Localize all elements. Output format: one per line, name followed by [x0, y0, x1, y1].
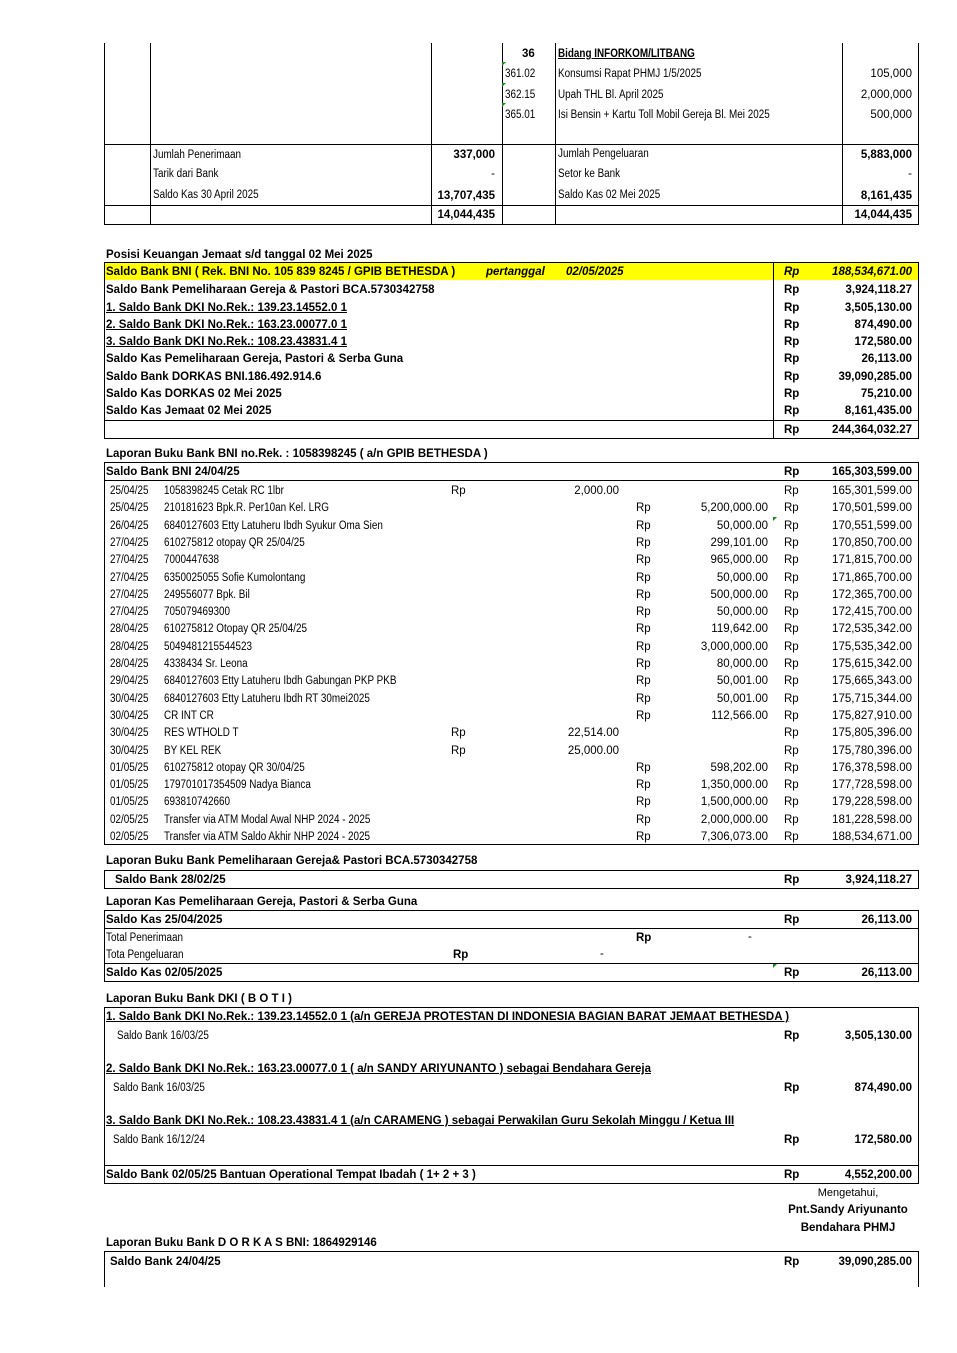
posisi-label: 1. Saldo Bank DKI No.Rek.: 139.23.14552.0 1: [106, 302, 347, 314]
row-credit: 3,000,000.00: [700, 641, 768, 653]
row-balance: 170,850,700.00: [832, 537, 912, 549]
row-date: 29/04/25: [110, 675, 149, 687]
bca-value: 3,924,118.27: [845, 874, 912, 886]
dki-sub-label: Saldo Bank 16/03/25: [117, 1030, 209, 1042]
opening-value: 165,303,599.00: [832, 466, 912, 478]
row-desc: 4338434 Sr. Leona: [164, 658, 248, 670]
dki-value: 3,505,130.00: [844, 1030, 912, 1042]
row-desc: CR INT CR: [164, 710, 214, 722]
summary-label: Jumlah Penerimaan: [153, 149, 241, 161]
row-credit: 50,000.00: [716, 572, 768, 584]
rp-label: Rp: [784, 371, 800, 383]
rp-label: Rp: [784, 388, 800, 400]
rp-label: Rp: [784, 266, 800, 278]
rp-label: Rp: [636, 762, 651, 774]
rp-label: Rp: [784, 1169, 800, 1181]
row-desc: 7000447638: [164, 554, 220, 566]
row-balance: 172,415,700.00: [832, 606, 912, 618]
rp-label: Rp: [451, 745, 466, 757]
row-debit: 25,000.00: [567, 745, 619, 757]
dki-sub-label: Saldo Bank 16/12/24: [113, 1134, 205, 1146]
posisi-value: 3,505,130.00: [844, 302, 912, 314]
total-left: 14,044,435: [437, 209, 495, 221]
kas-close-value: 26,113.00: [861, 967, 912, 979]
dorkas-label: Saldo Bank 24/04/25: [110, 1256, 221, 1268]
row-desc: 179701017354509 Nadya Bianca: [164, 779, 311, 791]
rp-label: Rp: [636, 693, 651, 705]
row-balance: 177,728,598.00: [832, 779, 912, 791]
row-credit: 80,000.00: [716, 658, 768, 670]
row-debit: 22,514.00: [567, 727, 619, 739]
posisi-label: Saldo Kas DORKAS 02 Mei 2025: [106, 388, 282, 400]
summary-label: Tarik dari Bank: [153, 168, 219, 180]
row-desc: Transfer via ATM Saldo Akhir NHP 2024 - 2025: [164, 831, 370, 843]
rp-label: Rp: [784, 967, 800, 979]
row-desc: 6350025055 Sofie Kumolontang: [164, 572, 306, 584]
rp-label: Rp: [784, 606, 799, 618]
rp-label: Rp: [784, 727, 799, 739]
rp-label: Rp: [784, 693, 799, 705]
row-desc: 705079469300: [164, 606, 231, 618]
rp-label: Rp: [784, 762, 799, 774]
row-credit: 598,202.00: [710, 762, 768, 774]
dki-account-header: 2. Saldo Bank DKI No.Rek.: 163.23.00077.0 1 ( a/n SANDY ARIYUNANTO ) sebagai Bendahara Gereja: [106, 1063, 651, 1075]
rp-label: Rp: [636, 814, 651, 826]
row-desc: 693810742660: [164, 796, 231, 808]
sign-line1: Mengetahui,: [817, 1187, 879, 1199]
dki-value: 874,490.00: [854, 1082, 912, 1094]
row-balance: 175,827,910.00: [832, 710, 912, 722]
rp-label: Rp: [784, 537, 799, 549]
rp-label: Rp: [784, 914, 800, 926]
kas-close-label: Saldo Kas 02/05/2025: [106, 967, 223, 979]
rp-label: Rp: [784, 874, 800, 886]
dorkas-value: 39,090,285.00: [838, 1256, 912, 1268]
row-credit: 50,001.00: [716, 693, 768, 705]
rp-label: Rp: [784, 675, 799, 687]
rp-label: Rp: [784, 1134, 800, 1146]
item-amount: 2,000,000: [860, 89, 912, 101]
row-desc: 5049481215544523: [164, 641, 253, 653]
item-desc: Isi Bensin + Kartu Toll Mobil Gereja Bl. Mei 2025: [558, 109, 770, 121]
rp-label: Rp: [784, 424, 800, 436]
highlight-label: Saldo Bank BNI ( Rek. BNI No. 105 839 8245 / GPIB BETHESDA ): [106, 266, 456, 278]
section-heading: Laporan Buku Bank D O R K A S BNI: 1864929146: [106, 1237, 377, 1249]
rp-label: Rp: [636, 779, 651, 791]
rp-label: Rp: [784, 831, 799, 843]
row-credit: 1,500,000.00: [700, 796, 768, 808]
row-balance: 175,715,344.00: [832, 693, 912, 705]
summary-label: Saldo Kas 02 Mei 2025: [558, 189, 661, 201]
posisi-label: Saldo Bank DORKAS BNI.186.492.914.6: [106, 371, 322, 383]
posisi-total: 244,364,032.27: [832, 424, 912, 436]
rp-label: Rp: [784, 353, 800, 365]
rp-label: Rp: [636, 796, 651, 808]
posisi-value: 172,580.00: [854, 336, 912, 348]
rp-label: Rp: [784, 485, 799, 497]
cell-marker-icon: [502, 83, 506, 87]
row-balance: 179,228,598.00: [832, 796, 912, 808]
row-desc: 610275812 otopay QR 30/04/25: [164, 762, 305, 774]
rp-label: Rp: [636, 606, 651, 618]
dki-total-label: Saldo Bank 02/05/25 Bantuan Operational Tempat Ibadah ( 1+ 2 + 3 ): [106, 1169, 476, 1181]
summary-label: Saldo Kas 30 April 2025: [153, 189, 259, 201]
row-date: 25/04/25: [110, 502, 149, 514]
dki-account-header: 3. Saldo Bank DKI No.Rek.: 108.23.43831.4 1 (a/n CARAMENG ) sebagai Perwakilan Guru Sekolah Minggu / Ketua III: [106, 1115, 735, 1127]
rp-label: Rp: [784, 710, 799, 722]
rp-label: Rp: [636, 675, 651, 687]
rp-label: Rp: [784, 814, 799, 826]
cell-marker-icon: [502, 62, 506, 66]
row-date: 30/04/25: [110, 745, 149, 757]
item-code: 362.15: [505, 89, 536, 101]
kas-pen-value: -: [748, 931, 752, 943]
section-title: Bidang INFORKOM/LITBANG: [558, 48, 695, 60]
rp-label: Rp: [784, 641, 799, 653]
row-balance: 165,301,599.00: [832, 485, 912, 497]
row-credit: 965,000.00: [710, 554, 768, 566]
row-date: 25/04/25: [110, 485, 149, 497]
kas-pen-label: Total Penerimaan: [106, 932, 183, 944]
rp-label: Rp: [636, 502, 651, 514]
rp-label: Rp: [784, 796, 799, 808]
bca-label: Saldo Bank 28/02/25: [115, 874, 226, 886]
row-balance: 175,665,343.00: [832, 675, 912, 687]
row-desc: RES WTHOLD T: [164, 727, 239, 739]
cell-marker-icon: [502, 103, 506, 107]
row-credit: 50,000.00: [716, 520, 768, 532]
rp-label: Rp: [784, 1030, 800, 1042]
row-desc: 6840127603 Etty Latuheru Ibdh RT 30mei2025: [164, 693, 370, 705]
row-credit: 7,306,073.00: [700, 831, 768, 843]
rp-label: Rp: [784, 502, 799, 514]
posisi-label: 2. Saldo Bank DKI No.Rek.: 163.23.00077.0 1: [106, 319, 347, 331]
row-date: 27/04/25: [110, 606, 149, 618]
highlight-date: 02/05/2025: [566, 266, 624, 278]
cell-marker-icon: [773, 964, 777, 968]
rp-label: Rp: [784, 745, 799, 757]
rp-label: Rp: [636, 932, 652, 944]
posisi-label: 3. Saldo Bank DKI No.Rek.: 108.23.43831.4 1: [106, 336, 347, 348]
row-date: 01/05/25: [110, 779, 149, 791]
posisi-value: 3,924,118.27: [845, 284, 912, 296]
row-credit: 299,101.00: [710, 537, 768, 549]
row-balance: 170,501,599.00: [832, 502, 912, 514]
row-date: 27/04/25: [110, 554, 149, 566]
rp-label: Rp: [636, 554, 651, 566]
row-date: 01/05/25: [110, 796, 149, 808]
row-credit: 500,000.00: [710, 589, 768, 601]
posisi-label: Saldo Kas Pemeliharaan Gereja, Pastori & Serba Guna: [106, 353, 404, 365]
rp-label: Rp: [453, 949, 469, 961]
rp-label: Rp: [451, 727, 466, 739]
row-desc: 1058398245 Cetak RC 1lbr: [164, 485, 284, 497]
row-date: 01/05/25: [110, 762, 149, 774]
posisi-value: 874,490.00: [854, 319, 912, 331]
rp-label: Rp: [784, 319, 800, 331]
item-code: 361.02: [505, 68, 536, 80]
row-desc: 610275812 otopay QR 25/04/25: [164, 537, 305, 549]
posisi-label: Saldo Kas Jemaat 02 Mei 2025: [106, 405, 272, 417]
row-date: 30/04/25: [110, 710, 149, 722]
row-date: 30/04/25: [110, 727, 149, 739]
rp-label: Rp: [636, 658, 651, 670]
row-date: 27/04/25: [110, 572, 149, 584]
rp-label: Rp: [636, 831, 651, 843]
rp-label: Rp: [784, 554, 799, 566]
row-balance: 175,805,396.00: [832, 727, 912, 739]
summary-value: 337,000: [453, 149, 495, 161]
row-date: 02/05/25: [110, 831, 149, 843]
summary-value: 8,161,435: [860, 190, 912, 202]
row-desc: 210181623 Bpk.R. Per10an Kel. LRG: [164, 502, 329, 514]
summary-value: 13,707,435: [437, 190, 495, 202]
row-credit: 119,642.00: [711, 623, 768, 635]
row-desc: 610275812 Otopay QR 25/04/25: [164, 623, 307, 635]
row-date: 30/04/25: [110, 693, 149, 705]
row-credit: 50,000.00: [716, 606, 768, 618]
rp-label: Rp: [784, 405, 800, 417]
sign-name: Pnt.Sandy Ariyunanto: [788, 1204, 908, 1216]
rp-label: Rp: [784, 589, 799, 601]
sign-title: Bendahara PHMJ: [800, 1222, 896, 1234]
row-desc: 6840127603 Etty Latuheru Ibdh Gabungan PKP PKB: [164, 675, 397, 687]
dki-account-header: 1. Saldo Bank DKI No.Rek.: 139.23.14552.0 1 (a/n GEREJA PROTESTAN DI INDONESIA BAGIAN BARAT JEMAAT BETHESDA ): [106, 1011, 790, 1023]
rp-label: Rp: [451, 485, 466, 497]
item-desc: Upah THL Bl. April 2025: [558, 89, 664, 101]
summary-label: Setor ke Bank: [558, 168, 621, 180]
posisi-value: 75,210.00: [860, 388, 912, 400]
row-balance: 176,378,598.00: [832, 762, 912, 774]
item-code: 365.01: [505, 109, 536, 121]
highlight-value: 188,534,671.00: [832, 266, 912, 278]
row-balance: 171,865,700.00: [832, 572, 912, 584]
row-debit: 2,000.00: [574, 485, 619, 497]
row-balance: 175,615,342.00: [832, 658, 912, 670]
rp-label: Rp: [784, 302, 800, 314]
row-balance: 172,535,342.00: [832, 623, 912, 635]
rp-label: Rp: [636, 641, 651, 653]
dki-value: 172,580.00: [854, 1134, 912, 1146]
kas-open-label: Saldo Kas 25/04/2025: [106, 914, 223, 926]
opening-label: Saldo Bank BNI 24/04/25: [106, 466, 240, 478]
kas-peng-value: -: [600, 948, 604, 960]
section-heading: Laporan Buku Bank Pemeliharaan Gereja& Pastori BCA.5730342758: [106, 855, 478, 867]
rp-label: Rp: [636, 537, 651, 549]
rp-label: Rp: [784, 658, 799, 670]
total-right: 14,044,435: [854, 209, 912, 221]
row-desc: BY KEL REK: [164, 745, 222, 757]
rp-label: Rp: [784, 284, 800, 296]
row-date: 27/04/25: [110, 537, 149, 549]
section-heading: Laporan Buku Bank BNI no.Rek. : 1058398245 ( a/n GPIB BETHESDA ): [106, 448, 488, 460]
rp-label: Rp: [636, 572, 651, 584]
rp-label: Rp: [784, 1082, 800, 1094]
section-heading: Posisi Keuangan Jemaat s/d tanggal 02 Mei 2025: [106, 249, 373, 261]
row-balance: 188,534,671.00: [832, 831, 912, 843]
rp-label: Rp: [636, 710, 651, 722]
rp-label: Rp: [636, 589, 651, 601]
item-desc: Konsumsi Rapat PHMJ 1/5/2025: [558, 68, 702, 80]
row-date: 28/04/25: [110, 658, 149, 670]
dki-sub-label: Saldo Bank 16/03/25: [113, 1082, 205, 1094]
posisi-value: 26,113.00: [861, 353, 912, 365]
row-balance: 170,551,599.00: [832, 520, 912, 532]
row-date: 28/04/25: [110, 623, 149, 635]
row-date: 28/04/25: [110, 641, 149, 653]
rp-label: Rp: [784, 336, 800, 348]
row-credit: 50,001.00: [716, 675, 768, 687]
row-credit: 1,350,000.00: [700, 779, 768, 791]
summary-value: -: [908, 168, 912, 180]
row-balance: 175,535,342.00: [832, 641, 912, 653]
summary-value: 5,883,000: [860, 149, 912, 161]
row-balance: 172,365,700.00: [832, 589, 912, 601]
cell-marker-icon: [773, 517, 777, 521]
summary-label: Jumlah Pengeluaran: [558, 148, 649, 160]
section-heading: Laporan Kas Pemeliharaan Gereja, Pastori & Serba Guna: [106, 896, 418, 908]
row-balance: 175,780,396.00: [832, 745, 912, 757]
row-date: 02/05/25: [110, 814, 149, 826]
dki-total-value: 4,552,200.00: [844, 1169, 912, 1181]
rp-label: Rp: [784, 572, 799, 584]
row-date: 27/04/25: [110, 589, 149, 601]
rp-label: Rp: [636, 520, 651, 532]
highlight-mid: pertanggal: [486, 266, 545, 278]
kas-peng-label: Tota Pengeluaran: [106, 949, 184, 961]
row-desc: Transfer via ATM Modal Awal NHP 2024 - 2025: [164, 814, 371, 826]
row-balance: 181,228,598.00: [832, 814, 912, 826]
item-amount: 105,000: [870, 68, 912, 80]
rp-label: Rp: [784, 466, 800, 478]
posisi-label: Saldo Bank Pemeliharaan Gereja & Pastori BCA.5730342758: [106, 284, 435, 296]
rp-label: Rp: [784, 779, 799, 791]
row-balance: 171,815,700.00: [832, 554, 912, 566]
posisi-value: 39,090,285.00: [838, 371, 912, 383]
row-credit: 5,200,000.00: [700, 502, 768, 514]
summary-value: -: [491, 168, 495, 180]
section-number: 36: [522, 48, 535, 60]
row-date: 26/04/25: [110, 520, 149, 532]
rp-label: Rp: [784, 520, 799, 532]
item-amount: 500,000: [870, 109, 912, 121]
row-desc: 249556077 Bpk. Bil: [164, 589, 250, 601]
section-heading: Laporan Buku Bank DKI ( B O T I ): [106, 993, 292, 1005]
rp-label: Rp: [784, 1256, 800, 1268]
row-credit: 112,566.00: [711, 710, 768, 722]
rp-label: Rp: [636, 623, 651, 635]
row-desc: 6840127603 Etty Latuheru Ibdh Syukur Oma Sien: [164, 520, 383, 532]
rp-label: Rp: [784, 623, 799, 635]
kas-open-value: 26,113.00: [861, 914, 912, 926]
row-credit: 2,000,000.00: [700, 814, 768, 826]
posisi-value: 8,161,435.00: [844, 405, 912, 417]
